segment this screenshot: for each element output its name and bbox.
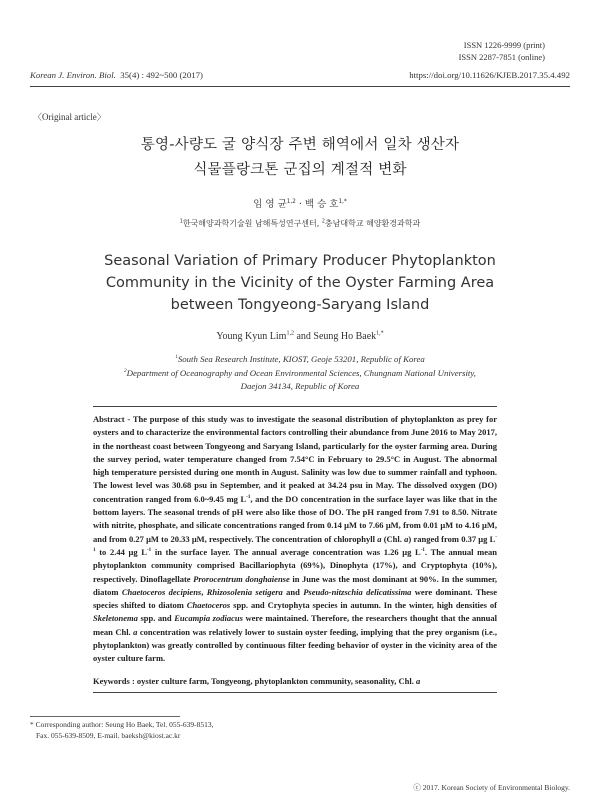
author-ko-separator: ·: [295, 199, 305, 210]
species-pseudo-nitzschia: Pseudo-nitzschia delicatissima: [303, 586, 412, 597]
author-en-joiner: and: [293, 331, 314, 342]
abstract-italic-a2: a: [404, 533, 409, 544]
affil-ko-sup2: 2: [321, 219, 325, 225]
copyright: ⓒ 2017. Korean Society of Environmental Biology.: [413, 783, 570, 792]
title-korean: [0, 133, 600, 183]
abstract-p12: spp. and Crytophyta species in autumn. In the winter, high densities of: [230, 600, 497, 611]
affil-ko-1: 한국해양과학기술원 남해특성연구센터,: [182, 219, 322, 228]
title-korean-line1: 통영-사량도 굴 양식장 주변 해역에서 일차 생산자: [140, 137, 460, 153]
abstract-p7: . The annual mean phytoplankton community comprised Bacillariophyta (69%), Dinophyta (17%), and Cryptophyta (10%), respectively. Dinoflagellate: [93, 546, 498, 584]
affiliations-korean: [0, 218, 600, 229]
abstract-p3: (Chl.: [381, 533, 405, 544]
affil-en-sup2: 2: [124, 367, 127, 374]
affil-ko-2: 충남대학교 해양환경과학과: [324, 219, 421, 228]
abstract-sup-c: -1: [146, 547, 152, 554]
journal-volume: 35(4) : 492~500 (2017): [120, 70, 203, 80]
abstract-sup-b: -1: [93, 533, 497, 554]
journal-citation: [30, 70, 203, 80]
issn-online: ISSN 2287-7851 (online): [458, 52, 545, 62]
affiliations-english: [0, 353, 600, 394]
abstract-text: [93, 413, 497, 666]
abstract-label: Abstract: [93, 414, 125, 424]
footnote-rule: [30, 716, 180, 717]
affil-en-2a: Department of Oceanography and Ocean Environmental Sciences, Chungnam National University,: [126, 367, 476, 378]
author-ko-2-sup: 1,*: [338, 198, 347, 205]
affil-en-2-line: [0, 367, 600, 381]
species-rhizosolenia: Rhizosolenia setigera: [206, 586, 283, 597]
abstract-dash: -: [124, 414, 133, 424]
species-eucampia: Eucampia zodiacus: [174, 613, 243, 624]
title-english-line1: Seasonal Variation of Primary Producer Phytoplankton: [104, 253, 496, 269]
abstract-italic-a1: a: [377, 533, 382, 544]
abstract-box: [93, 406, 497, 693]
species-chaetoceros: Chaetoceros: [186, 600, 231, 611]
abstract-p15: concentration was relatively lower to sustain oyster feeding, implying that the prey organism (i.e., phytoplankton) was greatly controlled by continuous filter feeding behavior of oyster in the vicinity area of the oyster culture farm.: [93, 626, 498, 664]
affil-en-2b-line: Daejon 34134, Republic of Korea: [240, 381, 360, 391]
doi-link[interactable]: https://doi.org/10.11626/KJEB.2017.35.4.492: [409, 70, 570, 80]
author-en-2: Seung Ho Baek: [313, 331, 377, 342]
abstract-p14: were maintained. Therefore, the researchers thought that the annual mean Chl.: [93, 613, 497, 637]
abstract-sup-d: -1: [420, 547, 425, 554]
abstract-p2: , and the DO concentration in the surface layer was like that in the bottom layers. The seasonal trends of pH were also like those of DO. The pH ranged from 7.91 to 8.50. Nitrate with nitrite, phosphate, and silicate concentrations ranged from 0.14 μM to 7.66 μM, from 0.01 μM to 4.16 μM, and from 0.27 μM to 20.33 μM, respectively. The concentration of chlorophyll: [93, 493, 497, 544]
authors-korean: [0, 196, 600, 210]
abstract-p9: ,: [201, 586, 207, 597]
abstract-p4: ) ranged from 0.37 μg L: [408, 533, 496, 544]
keywords: [93, 676, 497, 686]
journal-name: Korean J. Environ. Biol.: [30, 70, 116, 80]
abstract-p5: to 2.44 μg L: [95, 546, 147, 557]
keywords-italic: a: [415, 675, 421, 686]
author-ko-1: 임 영 균: [253, 199, 287, 210]
abstract-p10: and: [282, 586, 304, 597]
title-english-line3: between Tongyeong-Saryang Island: [170, 297, 430, 313]
authors-english: [0, 331, 600, 342]
issn-print: ISSN 1226-9999 (print): [463, 40, 545, 50]
title-english: [0, 250, 600, 316]
author-ko-2: 백 승 호: [304, 199, 339, 210]
title-english-line2: Community in the Vicinity of the Oyster Farming Area: [105, 275, 495, 291]
header-rule: [30, 86, 570, 87]
keywords-text: Keywords : oyster culture farm, Tongyeong, phytoplankton community, seasonality, Chl.: [93, 675, 416, 686]
abstract-p11: were dominant. These species shifted to diatom: [93, 586, 497, 611]
abstract-p1: The purpose of this study was to investigate the seasonal distribution of phytoplankton as prey for oysters and to characterize the environmental factors controlling their abundance from June 2016 to May 2017, in the northeast coast between Tongyeong and Saryang Island, particularly for the oyster farming area. During the survey period, water temperature changed from 7.54°C in February to 29.5°C in August. The abnormal high temperature persisted during one month in August. Salinity was low due to summer rainfall and typhoon. The lowest level was 30.68 psu in September, and it peaked at 34.24 psu in May. The dissolved oxygen (DO) concentration ranged from 6.0~9.45 mg L: [93, 414, 497, 504]
footnote-line1: * Corresponding author: Seung Ho Baek, Tel. 055-639-8513,: [30, 720, 214, 729]
affil-en-1: South Sea Research Institute, KIOST, Geoje 53201, Republic of Korea: [177, 354, 425, 364]
abstract-italic-a3: a: [133, 626, 138, 637]
title-korean-line2: 식물플랑크톤 군집의 계절적 변화: [193, 162, 407, 178]
species-skeletonema: Skeletonema: [93, 613, 138, 624]
abstract-p6: in the surface layer. The annual average concentration was 1.26 μg L: [151, 546, 421, 557]
article-type: 〈Original article〉: [33, 112, 106, 122]
abstract-p8: in June was the most dominant at 90%. In the summer, diatom: [93, 573, 497, 597]
abstract-p13: spp. and: [137, 613, 175, 624]
footnote: [30, 720, 213, 741]
affil-ko-sup1: 1: [179, 219, 183, 225]
author-en-1-sup: 1,2: [286, 330, 294, 337]
footnote-line2: Fax. 055-639-8509, E-mail. baeksh@kiost.ac.kr: [36, 730, 181, 740]
affil-en-sup1: 1: [175, 354, 178, 361]
author-en-1: Young Kyun Lim: [216, 331, 287, 342]
affil-en-1-line: [0, 353, 600, 367]
abstract-sup-a: -1: [246, 493, 251, 500]
species-prorocentrum: Prorocentrum donghaiense: [193, 573, 290, 584]
species-chaetoceros-decipiens: Chaetoceros decipiens: [121, 586, 202, 597]
author-en-2-sup: 1,*: [376, 330, 384, 337]
author-ko-1-sup: 1,2: [286, 198, 296, 205]
journal-header: [30, 70, 570, 84]
